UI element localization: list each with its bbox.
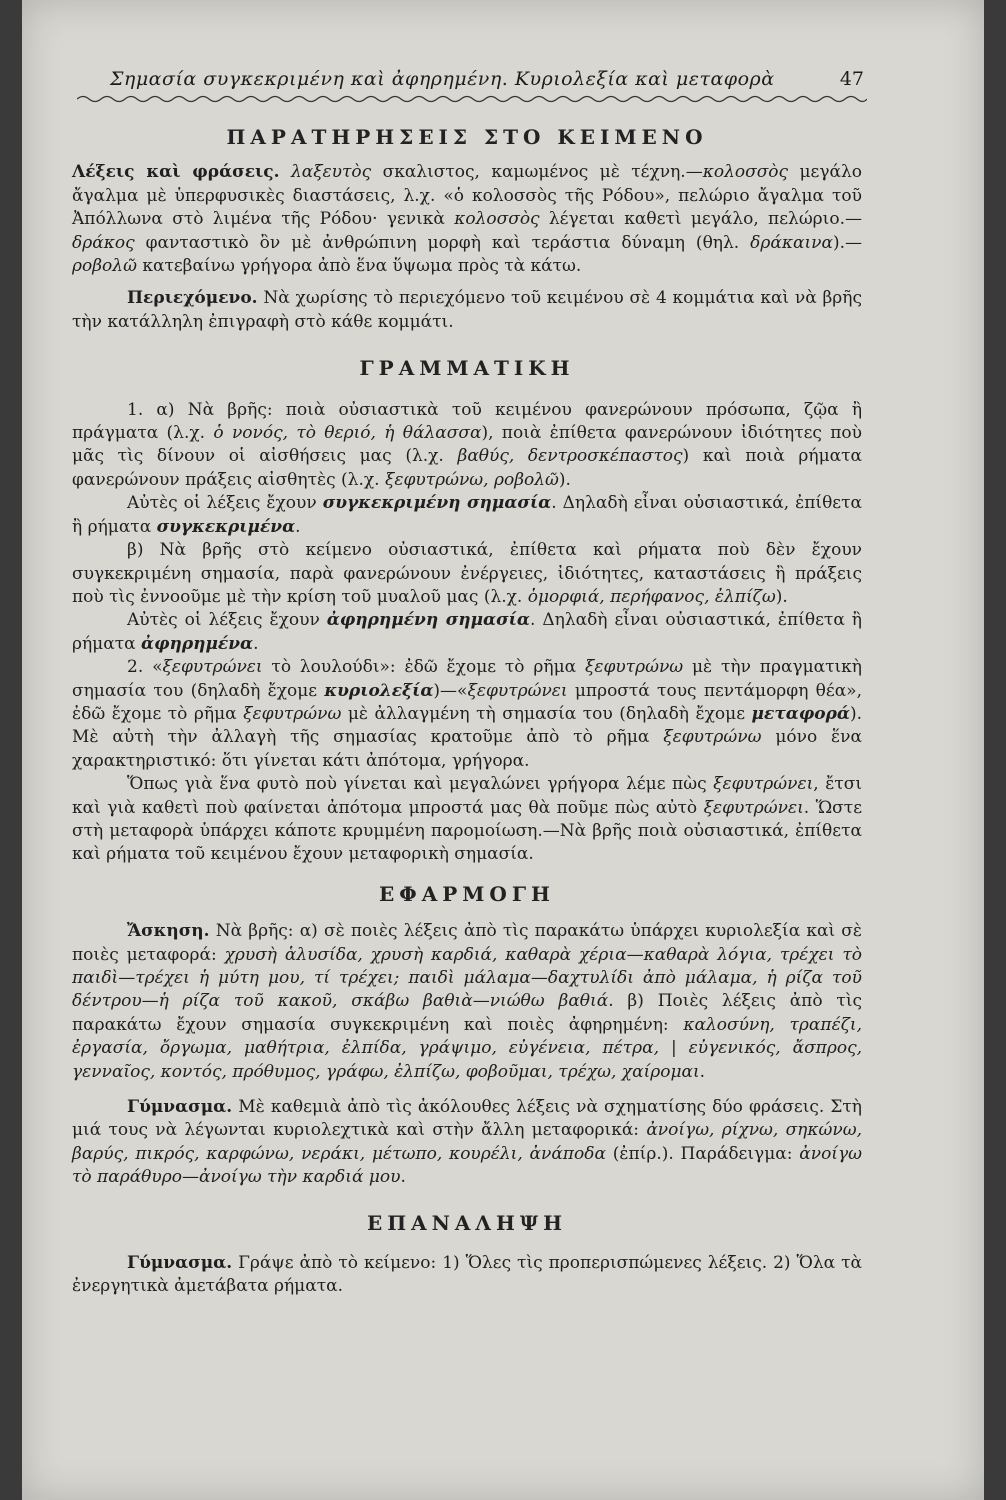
- heading-grammar: ΓΡΑΜΜΑΤΙΚΗ: [359, 356, 575, 381]
- grammar-paragraph-1a: 1. α) Νὰ βρῆς: ποιὰ οὐσιαστικὰ τοῦ κειμένου φανερώνουν πρόσωπα, ζῷα ἢ πράγματα (λ.χ. ὁ νονός, τὸ θεριό, ἡ θάλασσα), ποιὰ ἐπίθετα φανερώνουν ἰδιότητες ποὺ μᾶς τὶς δίνουν οἱ αἰσθήσεις μας (λ.χ. βαθύς, δεντροσκέπαστος) καὶ ποιὰ ρήματα φανερώνουν πράξεις αἰσθητὲς (λ.χ. ξεφυτρώνω, ροβολῶ).: [72, 399, 863, 490]
- drill-paragraph: Γύμνασμα. Μὲ καθεμιὰ ἀπὸ τὶς ἀκόλουθες λέξεις νὰ σχηματίσης δύο φράσεις. Στὴ μιά τους νὰ λέγωνται κυριολεχτικὰ καὶ στὴν ἄλλη μεταφορικά: ἀνοίγω, ρίχνω, σηκώνω, βαρύς, πικρός, καρφώνω, νεράκι, μέτωπο, κουρέλι, ἀνάποδα (ἐπίρ.). Παράδειγμα: ἀνοίγω τὸ παράθυρο—ἀνοίγω τὴν καρδιά μου.: [72, 1097, 862, 1188]
- exercise-paragraph: Ἄσκηση. Νὰ βρῆς: α) σὲ ποιὲς λέξεις ἀπὸ τὶς παρακάτω ὑπάρχει κυριολεξία καὶ σὲ ποιὲς μεταφορά: χρυσὴ ἁλυσίδα, χρυσὴ καρδιά, καθαρὰ χέρια—καθαρὰ λόγια, τρέχει τὸ παιδὶ—τρέχει ἡ μύτη μου, τί τρέχει; παιδὶ μάλαμα—δαχτυλίδι ἀπὸ μάλαμα, ἡ ρίζα τοῦ δέντρου—ἡ ρίζα τοῦ κακοῦ, σκάβω βαθιὰ—νιώθω βαθιά. β) Ποιὲς λέξεις ἀπὸ τὶς παρακάτω ἔχουν σημασία συγκεκριμένη καὶ ποιὲς ἀφηρημένη: καλοσύνη, τραπέζι, ἐργασία, ὄργωμα, μαθήτρια, ἐλπίδα, γράψιμο, εὐγένεια, πέτρα, | εὐγενικός, ἄσπρος, γενναῖος, κοντός, πρόθυμος, γράφω, ἐλπίζω, φοβοῦμαι, τρέχω, χαίρομαι.: [72, 921, 863, 1082]
- review-drill-paragraph: Γύμνασμα. Γράψε ἀπὸ τὸ κείμενο: 1) Ὅλες τὶς προπερισπώμενες λέξεις. 2) Ὅλα τὰ ἐνεργητικὰ ἀμετάβατα ρήματα.: [72, 1253, 862, 1297]
- grammar-concrete-note: Αὐτὲς οἱ λέξεις ἔχουν συγκεκριμένη σημασία. Δηλαδὴ εἶναι οὐσιαστικά, ἐπίθετα ἢ ρήματα συγκεκριμένα.: [72, 493, 863, 537]
- heading-application: ΕΦΑΡΜΟΓΗ: [379, 881, 555, 906]
- page-content: [72, 126, 862, 1299]
- grammar-abstract-note: Αὐτὲς οἱ λέξεις ἔχουν ἀφηρημένη σημασία. Δηλαδὴ εἶναι οὐσιαστικά, ἐπίθετα ἢ ρήματα ἀφηρημένα.: [72, 610, 862, 654]
- content-paragraph: Περιεχόμενο. Νὰ χωρίσης τὸ περιεχόμενο τοῦ κειμένου σὲ 4 κομμάτια καὶ νὰ βρῆς τὴν κατάλληλη ἐπιγραφὴ στὸ κάθε κομμάτι.: [72, 288, 862, 332]
- heading-review: ΕΠΑΝΑΛΗΨΗ: [366, 1210, 568, 1235]
- running-header-title: Σημασία συγκεκριμένη καὶ ἀφηρημένη. Κυριολεξία καὶ μεταφορὰ: [110, 68, 775, 90]
- header-wavy-rule: [77, 92, 867, 106]
- grammar-metaphor-note: Ὅπως γιὰ ἕνα φυτὸ ποὺ γίνεται καὶ μεγαλώνει γρήγορα λέμε πὼς ξεφυτρώνει, ἔτσι καὶ γιὰ καθετὶ ποὺ φαίνεται ἀπότομα μπροστά μας θὰ ποῦμε πὼς αὐτὸ ξεφυτρώνει. Ὥστε στὴ μεταφορὰ ὑπάρχει κάποτε κρυμμένη παρομοίωση.—Νὰ βρῆς ποιὰ οὐσιαστικά, ἐπίθετα καὶ ρήματα τοῦ κειμένου ἔχουν μεταφορικὴ σημασία.: [72, 774, 862, 865]
- page-number: 47: [839, 68, 864, 90]
- book-page: [22, 0, 984, 1500]
- heading-remarks: ΠΑΡΑΤΗΡΗΣΕΙΣ ΣΤΟ ΚΕΙΜΕΝΟ: [226, 125, 708, 149]
- words-phrases-paragraph: Λέξεις καὶ φράσεις. λαξευτὸς σκαλιστος, καμωμένος μὲ τέχνη.—κολοσσὸς μεγάλο ἄγαλμα μὲ ὑπερφυσικὲς διαστάσεις, λ.χ. «ὁ κολοσσὸς τῆς Ρόδου», πελώριο ἄγαλμα τοῦ Ἀπόλλωνα στὸ λιμένα τῆς Ρόδου· γενικὰ κολοσσὸς λέγεται καθετὶ μεγάλο, πελώριο.—δράκος φανταστικὸ ὂν μὲ ἀνθρώπινη μορφὴ καὶ τεράστια δύναμη (θηλ. δράκαινα).—ροβολῶ κατεβαίνω γρήγορα ἀπὸ ἕνα ὕψωμα πρὸς τὰ κάτω.: [72, 162, 862, 277]
- grammar-paragraph-1b: β) Νὰ βρῆς στὸ κείμενο οὐσιαστικά, ἐπίθετα καὶ ρήματα ποὺ δὲν ἔχουν συγκεκριμένη σημασία, παρὰ φανερώνουν ἐνέργειες, ἰδιότητες, καταστάσεις ἢ πράξεις ποὺ τὶς ἐννοοῦμε μὲ τὴν κρίση τοῦ μυαλοῦ μας (λ.χ. ὁμορφιά, περήφανος, ἐλπίζω).: [72, 540, 862, 607]
- grammar-paragraph-2: 2. «ξεφυτρώνει τὸ λουλούδι»: ἐδῶ ἔχομε τὸ ρῆμα ξεφυτρώνω μὲ τὴν πραγματικὴ σημασία του (δηλαδὴ ἔχομε κυριολεξία)—«ξεφυτρώνει μπροστά τους πεντάμορφη θέα», ἐδῶ ἔχομε τὸ ρῆμα ξεφυτρώνω μὲ ἀλλαγμένη τὴ σημασία του (δηλαδὴ ἔχομε μεταφορά). Μὲ αὐτὴ τὴν ἀλλαγὴ τῆς σημασίας κρατοῦμε ἀπὸ τὸ ρῆμα ξεφυτρώνω μόνο ἕνα χαρακτηριστικό: ὅτι γίνεται κάτι ἀπότομα, γρήγορα.: [72, 657, 862, 771]
